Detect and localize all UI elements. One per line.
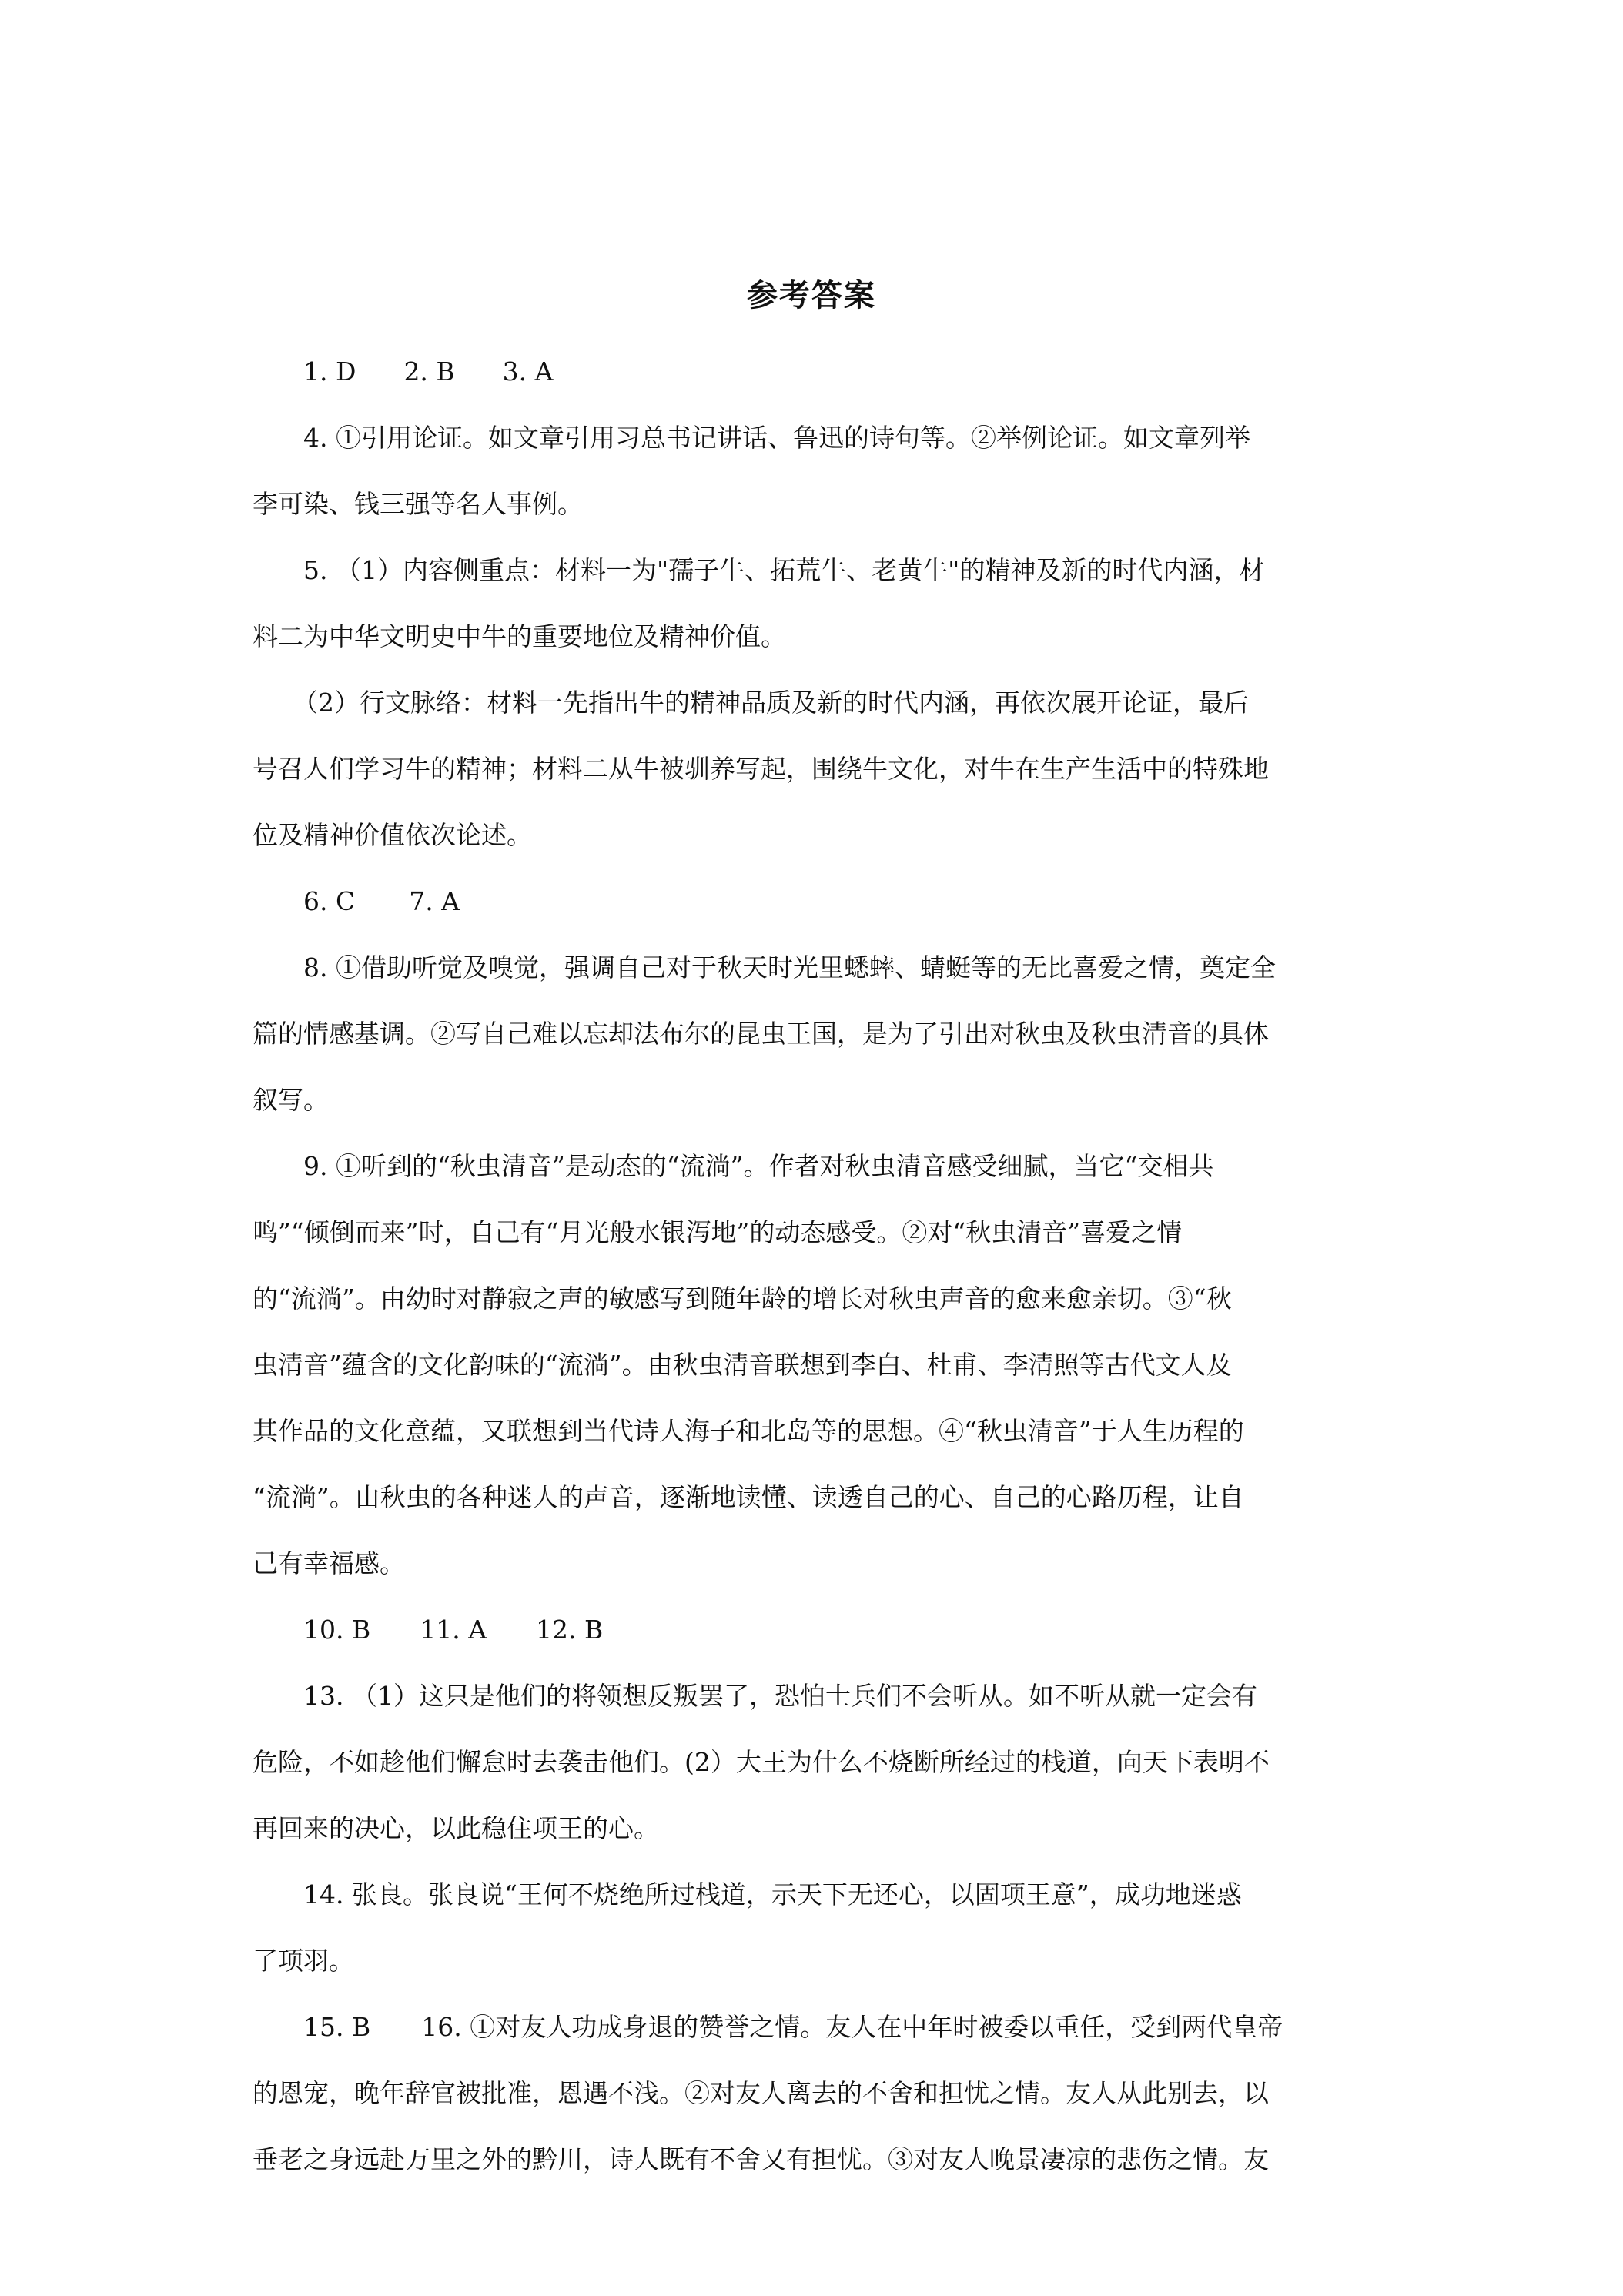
answer-15-16-line-2: 的恩宠，晚年辞官被批准，恩遇不浅。②对友人离去的不舍和担忧之情。友人从此别去，以 [253,2078,1269,2108]
answers-1-3 [253,339,1377,405]
answer-content [253,339,1377,2193]
answer-13-line-2: 危险，不如趁他们懈怠时去袭击他们。(2）大王为什么不烧断所经过的栈道，向天下表明不 [253,1747,1270,1777]
answer-9-line-5: 其作品的文化意蕴，又联想到当代诗人海子和北岛等的思想。④“秋虫清音”于人生历程的 [253,1416,1244,1446]
answer-10: 10. B [303,1615,371,1645]
answer-5-part-2-line-3: 位及精神价值依次论述。 [253,820,532,850]
answer-9-line-7: 己有幸福感。 [253,1548,405,1578]
answer-4-line-1: 4. ①引用论证。如文章引用习总书记讲话、鲁迅的诗句等。②举例论证。如文章列举 [303,423,1250,453]
answers-6-7 [253,869,1377,935]
answer-5-part-2-line-2: 号召人们学习牛的精神；材料二从牛被驯养写起，围绕牛文化，对牛在生产生活中的特殊地 [253,754,1269,784]
answer-5-part-2 [253,670,1377,869]
answer-13 [253,1663,1377,1862]
answer-5-part-2-line-1: （2）行文脉络：材料一先指出牛的精神品质及新的时代内涵，再依次展开论证，最后 [293,688,1249,718]
answer-12: 12. B [536,1615,604,1645]
answer-13-line-3: 再回来的决心，以此稳住项王的心。 [253,1813,659,1843]
answer-14-line-2: 了项羽。 [253,1946,354,1976]
answer-8-line-2: 篇的情感基调。②写自己难以忘却法布尔的昆虫王国，是为了引出对秋虫及秋虫清音的具体 [253,1019,1269,1049]
answer-4-line-2: 李可染、钱三强等名人事例。 [253,489,583,519]
answer-15-16-line-3: 垂老之身远赴万里之外的黔川，诗人既有不舍又有担忧。③对友人晚景凄凉的悲伤之情。友 [253,2144,1269,2174]
answer-15-16 [253,1994,1377,2193]
answers-10-12 [253,1597,1377,1663]
answer-7: 7. A [409,886,460,916]
answer-15-16-line-1: 15. B 16. ①对友人功成身退的赞誉之情。友人在中年时被委以重任，受到两代皇帝 [303,2012,1283,2042]
answer-13-line-1: 13. （1）这只是他们的将领想反叛罢了，恐怕士兵们不会听从。如不听从就一定会有 [303,1681,1257,1711]
answer-2: 2. B [403,356,455,387]
answer-8 [253,935,1377,1133]
answer-14-line-1: 14. 张良。张良说“王何不烧绝所过栈道，示天下无还心，以固项王意”，成功地迷惑 [303,1879,1242,1909]
answer-8-line-3: 叙写。 [253,1085,329,1115]
answer-9-line-4: 虫清音”蕴含的文化韵味的“流淌”。由秋虫清音联想到李白、杜甫、李清照等古代文人及 [253,1350,1232,1380]
page-title: 参考答案 [747,278,876,313]
answer-8-line-1: 8. ①借助听觉及嗅觉，强调自己对于秋天时光里蟋蟀、蜻蜓等的无比喜爱之情，奠定全 [303,952,1276,982]
answer-5-line-2: 料二为中华文明史中牛的重要地位及精神价值。 [253,621,786,651]
answer-9 [253,1133,1377,1597]
answer-6: 6. C [303,886,356,916]
answer-9-line-2: 鸣”“倾倒而来”时，自己有“月光般水银泻地”的动态感受。②对“秋虫清音”喜爱之情 [253,1217,1183,1247]
answer-4 [253,405,1377,537]
answer-9-line-3: 的“流淌”。由幼时对静寂之声的敏感写到随年龄的增长对秋虫声音的愈来愈亲切。③“秋 [253,1284,1232,1314]
answer-5 [253,537,1377,670]
answer-1: 1. D [303,356,356,387]
answer-5-line-1: 5. （1）内容侧重点：材料一为"孺子牛、拓荒牛、老黄牛"的精神及新的时代内涵，材 [303,555,1265,585]
answer-9-line-6: “流淌”。由秋虫的各种迷人的声音，逐渐地读懂、读透自己的心、自己的心路历程，让自 [253,1482,1244,1512]
answer-9-line-1: 9. ①听到的“秋虫清音”是动态的“流淌”。作者对秋虫清音感受细腻，当它“交相共 [303,1151,1214,1181]
answer-3: 3. A [502,356,554,387]
answer-14 [253,1862,1377,1994]
answer-11: 11. A [420,1615,487,1645]
